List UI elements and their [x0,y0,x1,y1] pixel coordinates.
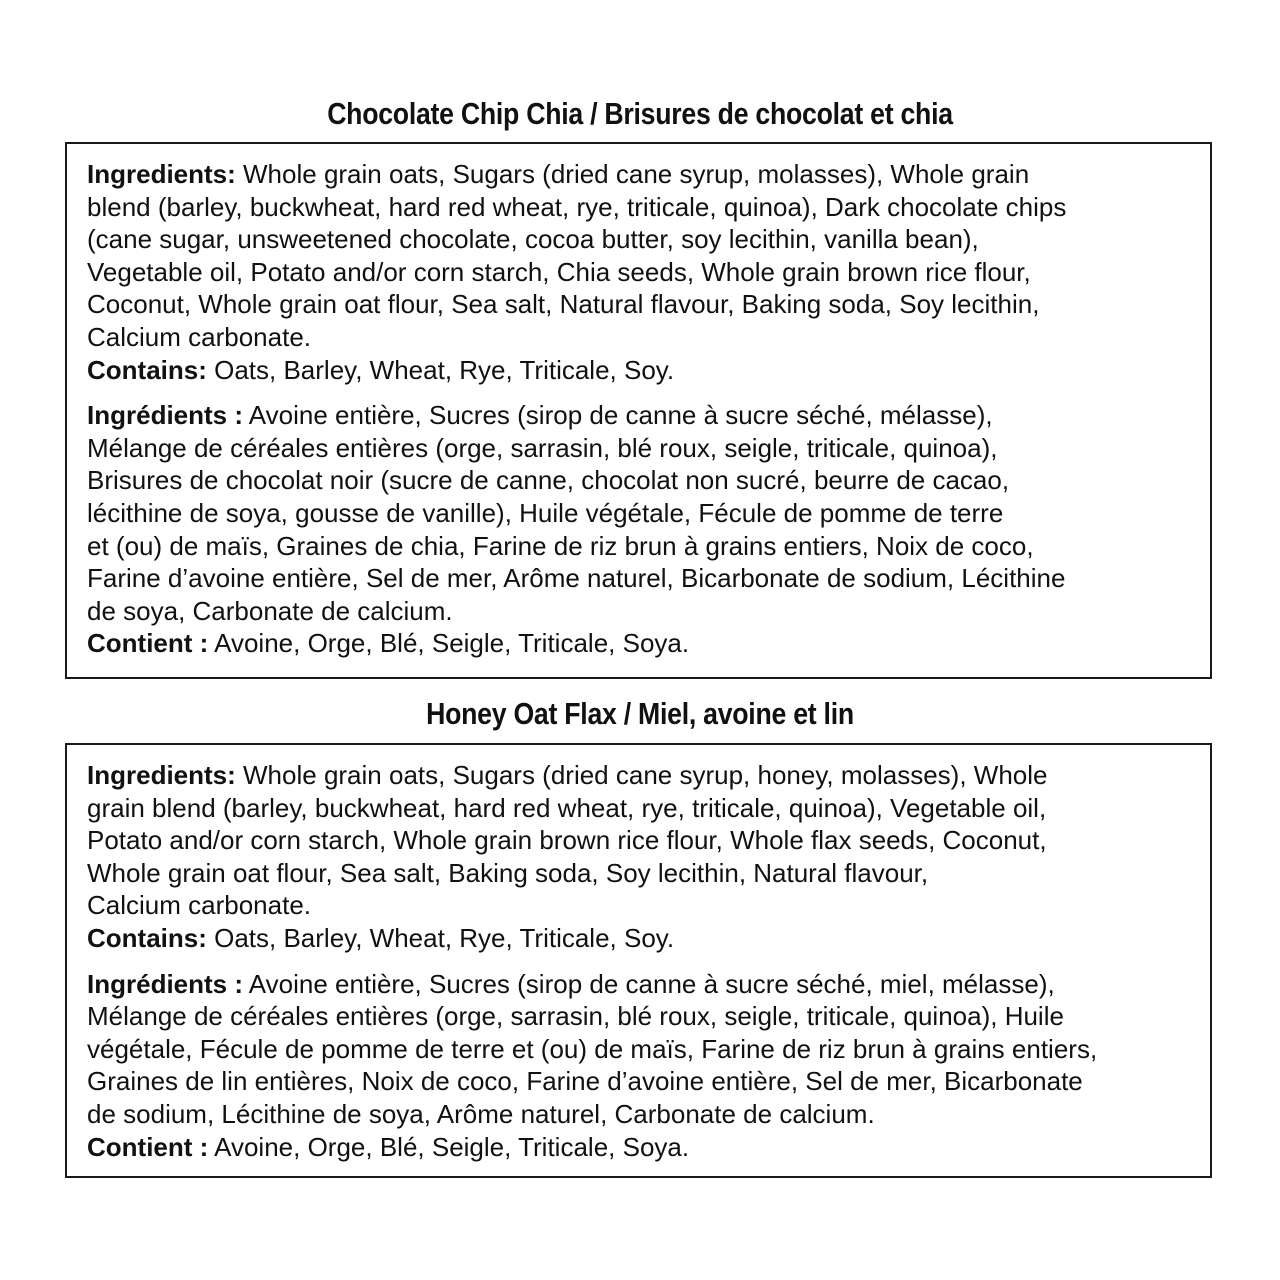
ingredients-line: végétale, Fécule de pomme de terre et (ou) de maïs, Farine de riz brun à grains entiers, [87,1033,1098,1064]
ingredient-box-honey-oat-flax [65,743,1212,1178]
ingredients-line: Graines de lin entières, Noix de coco, Farine d’avoine entière, Sel de mer, Bicarbonate [87,1066,1083,1097]
ingredients-line: Farine d’avoine entière, Sel de mer, Arôme naturel, Bicarbonate de sodium, Lécithine [87,563,1066,594]
ingredients-label: Ingrédients : [87,968,244,999]
ingredients-text: Avoine entière, Sucres (sirop de canne à sucre séché, mélasse), [243,400,993,431]
ingredients-line: Calcium carbonate. [87,321,311,352]
contains-text: Avoine, Orge, Blé, Seigle, Triticale, Soya. [208,1131,690,1162]
ingredients-line: lécithine de soya, gousse de vanille), Huile végétale, Fécule de pomme de terre [87,497,1004,528]
contains-text: Oats, Barley, Wheat, Rye, Triticale, Soy. [206,354,675,385]
ingredients-line [87,759,1190,792]
contains-line [87,354,1190,387]
contains-label: Contient : [87,628,209,659]
ingredients-line [87,968,1190,1001]
contains-line [87,627,1190,660]
ingredients-label: Ingredients: [87,159,236,189]
ingredients-line: Potato and/or corn starch, Whole grain brown rice flour, Whole flax seeds, Coconut, [87,825,1047,856]
ingredients-label: Ingredients: [87,760,236,790]
french-ingredients [87,968,1190,1164]
contains-text: Avoine, Orge, Blé, Seigle, Triticale, Soya. [208,628,690,659]
ingredients-line: Whole grain oat flour, Sea salt, Baking soda, Soy lecithin, Natural flavour, [87,857,929,888]
contains-line [87,1131,1190,1164]
french-ingredients [87,399,1190,660]
contains-line [87,922,1190,955]
ingredients-line: Brisures de chocolat noir (sucre de canne, chocolat non sucré, beurre de cacao, [87,465,1010,496]
ingredients-line: blend (barley, buckwheat, hard red wheat, rye, triticale, quinoa), Dark chocolate chips [87,191,1067,222]
section-title-chocolate-chip-chia: Chocolate Chip Chia / Brisures de chocolat et chia [327,96,953,131]
section-title-honey-oat-flax: Honey Oat Flax / Miel, avoine et lin [426,696,854,731]
ingredients-line: Mélange de céréales entières (orge, sarrasin, blé roux, seigle, triticale, quinoa), [87,432,998,463]
ingredients-line: Calcium carbonate. [87,890,311,921]
ingredients-line [87,399,1190,432]
ingredients-line: et (ou) de maïs, Graines de chia, Farine de riz brun à grains entiers, Noix de coco, [87,530,1034,561]
ingredients-line: de sodium, Lécithine de soya, Arôme naturel, Carbonate de calcium. [87,1098,875,1129]
ingredients-text: Avoine entière, Sucres (sirop de canne à sucre séché, miel, mélasse), [243,968,1055,999]
contains-label: Contains: [87,354,207,385]
ingredients-line: grain blend (barley, buckwheat, hard red wheat, rye, triticale, quinoa), Vegetable oil, [87,792,1047,823]
contains-label: Contient : [87,1131,209,1162]
english-ingredients [87,759,1190,955]
ingredients-label: Ingrédients : [87,400,244,431]
english-ingredients [87,158,1190,386]
ingredients-line [87,158,1190,191]
ingredients-line: Coconut, Whole grain oat flour, Sea salt, Natural flavour, Baking soda, Soy lecithin, [87,289,1040,320]
ingredients-text: Whole grain oats, Sugars (dried cane syrup, molasses), Whole grain [235,159,1030,189]
ingredients-line: de soya, Carbonate de calcium. [87,595,453,626]
contains-label: Contains: [87,922,207,953]
ingredients-line: (cane sugar, unsweetened chocolate, cocoa butter, soy lecithin, vanilla bean), [87,224,979,255]
contains-text: Oats, Barley, Wheat, Rye, Triticale, Soy. [206,922,675,953]
ingredient-box-chocolate-chip-chia [65,142,1212,679]
ingredients-line: Vegetable oil, Potato and/or corn starch, Chia seeds, Whole grain brown rice flour, [87,256,1031,287]
ingredients-text: Whole grain oats, Sugars (dried cane syrup, honey, molasses), Whole [235,760,1048,790]
ingredients-line: Mélange de céréales entières (orge, sarrasin, blé roux, seigle, triticale, quinoa), Huile [87,1001,1064,1032]
